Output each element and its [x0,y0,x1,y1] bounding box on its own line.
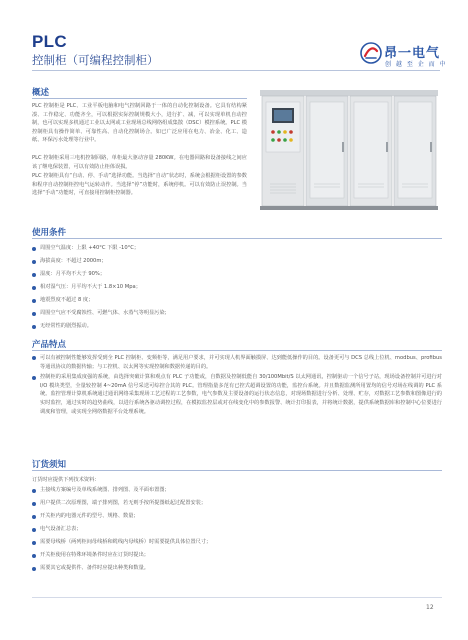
bullet-icon [32,325,36,329]
features-divider [32,350,442,351]
plc-cabinet-photo [256,84,442,214]
conditions-list [32,242,170,333]
ordering-divider [32,470,442,471]
list-item: 需要母线桥（两列柜间母线桥和缆线内母线桥）时需要提供具体位置尺寸； [32,536,211,549]
ordering-list [32,484,211,575]
ordering-heading: 订货须知 [32,460,67,470]
overview-paragraph: PLC 控制柜采用三电机控制回路，单柜最大驱动容量 280KW。在电器回路和设备接线之间应该了继电保装置，可以有效防止柜体误损。 [32,155,247,170]
list-item: 电气设备汇总表； [32,523,211,536]
list-item: 控制柜的采用集成度强的系统，由选择突破计算和观点有 PLC 子功能或，自数据及控制低能自 30/100Mbit/S 以太网通讯，控制驱动一个信号子站，现场设备控制并可进行对 I/O 模块类型，全量较控制 4~20mA 信号采送可综控合其的 PLC。管理指量多范有已控式超调设置的功能，监控台系统。并且数据监测所用置均的信号对场在线调的 PLC 系统。监控管理计算机系统通过通讯网络采集现场工艺过程的工艺参数，电气参数及主要设备的运行状态信息，对现场数据进行分析、处理、贮存，对数据工艺参数和图像进行的实时监控，通过实时的趋势曲线，以进行系统各驱动调控过程，在模拟监控层或对在线变化中的参数报警、统计打印报表，并将统计数据，提供系统数据库和控制中心位要进行调度和管理，或实现全网络数据平台处理系统。 [32,373,442,416]
bullet-icon [32,554,36,558]
bullet-icon [32,489,36,493]
page-number: 12 [426,604,434,611]
header-divider [32,70,440,71]
list-item: 相对湿气压：月平均不大于 1.8×10 Mpa； [32,281,170,294]
overview-paragraph: PLC 控制柜是 PLC、工业平板电脑和电气控制回路于一体的自动化控制设备。它具有结构紧凑、工作稳定、功能齐全，可以根据实际控制规模大小，进行扩、减，可以实现单机自动控制，也可以实现多机通过工业以太网或工业现场总线网络组成集散（DSC）模控系统。PLC 模控制柜具有操作简单、可靠性高、自动化控制场合。如已广泛应用在电力、冶金、化工、造纸、环保污水处理等行业中。 [32,103,247,144]
bullet-icon [32,299,36,303]
bullet-icon [32,376,36,380]
ang-yi-logo-icon [360,42,382,64]
ordering-intro: 订货时应提供下列技术资料： [32,477,100,483]
list-item: 周围空气应不受腐蚀性、可燃气体、水蒸气等明显污染； [32,307,170,320]
bullet-icon [32,247,36,251]
features-heading: 产品特点 [32,340,67,350]
list-item: 周围空气温度：上限 +40°C 下限 -10°C； [32,242,170,255]
bullet-icon [32,312,36,316]
list-item: 无经常性的剧烈振动。 [32,320,170,333]
overview-divider [32,98,247,99]
conditions-divider [32,238,442,239]
list-item: 开关柜内的电器元件的型号、规格、数量； [32,510,211,523]
list-item: 湿度：月平均不大于 90%； [32,268,170,281]
list-item: 主接线方案编号及单线系统图、排列图、及平面布置图； [32,484,211,497]
overview-heading: 概述 [32,88,50,98]
overview-paragraph: PLC 控制柜具有“自动、停、手动”选择功能。当选择“自动”状态时，系统会根据柜设置的参数和程序自动控制柜控电气运转动作。当选择“停”功能时，系统停机。可以有效防止误控制。当选择“手动”功能时，可直接用控制柜控制器。 [32,173,247,197]
list-item: 地震烈度不超过 8 度； [32,294,170,307]
company-logo [360,42,448,68]
conditions-heading: 使用条件 [32,228,67,238]
features-list [32,354,442,418]
list-item: 可以有被控制性能够发挥受到全 PLC 控制柜、变频柜等，满足用户要求，并可实现人机界面触摸屏、达到能低操作的目的。设备更可与 DCS 总线上位机、modbus、profibus 等通讯协议的数据传输；与工控机、以太网等实现控制和数据传递的目的。 [32,354,442,371]
bullet-icon [32,541,36,545]
logo-slogan: 创 越 至 企 而 中 [385,61,448,68]
footer-divider [32,597,442,598]
bullet-icon [32,260,36,264]
bullet-icon [32,286,36,290]
bullet-icon [32,356,36,360]
page-subtitle: 控制柜（可编程控制柜） [32,53,159,67]
logo-name: 昂一电气 [384,46,441,61]
bullet-icon [32,528,36,532]
page-title: PLC [32,32,67,51]
bullet-icon [32,502,36,506]
list-item: 用户提供二次原理图，端子排列图，若无则手按所提图纸起过配置安装； [32,497,211,510]
list-item: 开关柜使用在特殊环境条件时应在订货时提出； [32,549,211,562]
list-item: 海拔高度：不超过 2000m； [32,255,170,268]
bullet-icon [32,273,36,277]
list-item: 需要其它或提供件、备件时应提出种类和数量。 [32,562,211,575]
bullet-icon [32,515,36,519]
bullet-icon [32,567,36,571]
